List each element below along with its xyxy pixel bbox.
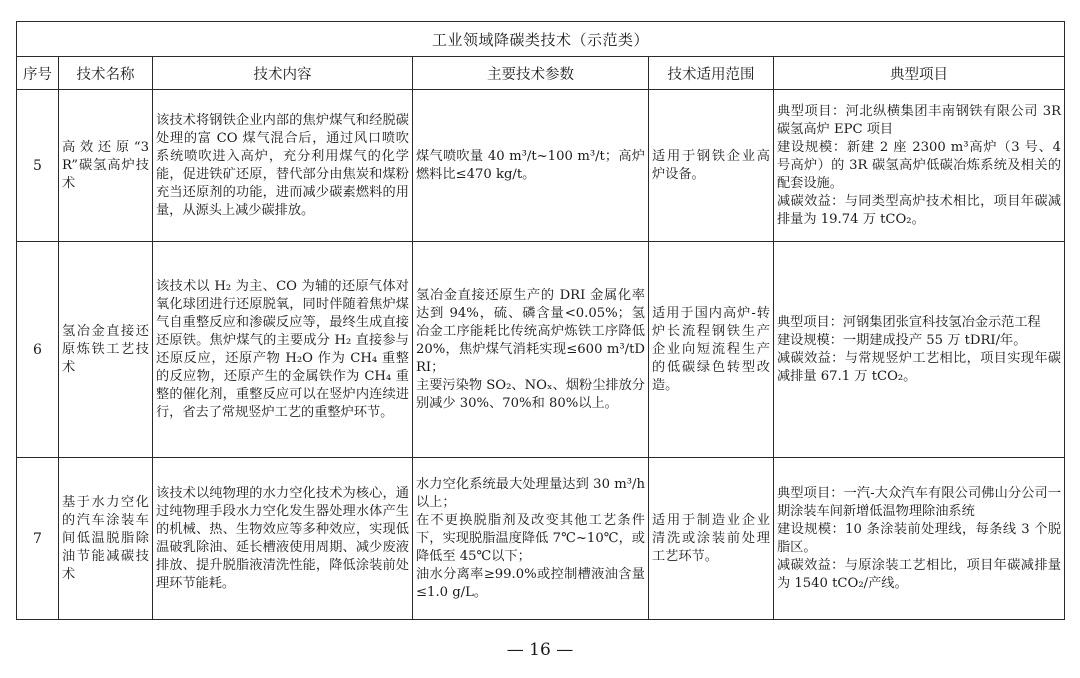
tech-params: 煤气喷吹量 40 m³/t~100 m³/t；高炉燃料比≤470 kg/t。 — [416, 149, 645, 182]
row-number: 5 — [17, 90, 59, 242]
header-seq: 序号 — [17, 57, 59, 90]
tech-name: 基于水力空化的汽车涂装车间低温脱脂除油节能减碳技术 — [62, 495, 149, 582]
row-number: 6 — [17, 242, 59, 458]
table-row — [17, 458, 1065, 620]
header-tech-content: 技术内容 — [153, 57, 413, 90]
header-typical-project: 典型项目 — [774, 57, 1065, 90]
tech-params: 氢冶金直接还原生产的 DRI 金属化率达到 94%，硫、磷含量<0.05%；氢冶金工序能耗比传统高炉炼铁工序降低 20%，焦炉煤气消耗实现≤600 m³/tDRI； 主要污染物 SO₂、NOₓ、烟粉尘排放分别减少 30%、70%和 80%以上。 — [416, 288, 645, 411]
technology-table — [16, 21, 1065, 620]
header-tech-name: 技术名称 — [59, 57, 153, 90]
table-row — [17, 242, 1065, 458]
typical-project: 典型项目：一汽-大众汽车有限公司佛山分公司一期涂装车间新增低温物理除油系统 建设规模：10 条涂装前处理线，每条线 3 个脱脂区。 减碳效益：与原涂装工艺相比，项目年碳减排量为 1540 tCO₂/产线。 — [777, 486, 1062, 591]
header-scope: 技术适用范围 — [649, 57, 774, 90]
row-number: 7 — [17, 458, 59, 620]
tech-content: 该技术以纯物理的水力空化技术为核心，通过纯物理手段水力空化发生器处理水体产生的机械、热、生物效应等多种效应，实现低温破乳除油、延长槽液使用周期、减少废液排放、提升脱脂液清洗性能，降低涂装前处理环节能耗。 — [156, 486, 409, 591]
tech-scope: 适用于钢铁企业高炉设备。 — [652, 149, 770, 182]
typical-project: 典型项目：河钢集团张宣科技氢冶金示范工程 建设规模：一期建成投产 55 万 tDRI/年。 减碳效益：与常规竖炉工艺相比，项目实现年碳减排量 67.1 万 tCO₂。 — [777, 315, 1062, 384]
tech-scope: 适用于制造业企业清洗或涂装前处理工艺环节。 — [652, 513, 770, 564]
tech-name: 高效还原“3R”碳氢高炉技术 — [62, 140, 149, 191]
tech-content: 该技术将钢铁企业内部的焦炉煤气和经脱碳处理的富 CO 煤气混合后，通过风口喷吹系统喷吹进入高炉，充分利用煤气的化学能，促进铁矿还原，替代部分由焦炭和煤粉充当还原剂的功能，进而减少碳素燃料的用量，从源头上减少碳排放。 — [156, 113, 409, 218]
tech-name: 氢冶金直接还原炼铁工艺技术 — [62, 324, 149, 375]
page-number: — 16 — — [506, 640, 574, 660]
table-header-row — [17, 57, 1065, 90]
tech-params: 水力空化系统最大处理量达到 30 m³/h以上； 在不更换脱脂剂及改变其他工艺条件下，实现脱脂温度降低 7℃~10℃，或降低至 45℃以下； 油水分离率≥99.0%或控制槽液油含量≤1.0 g/L。 — [416, 477, 645, 600]
table-row — [17, 90, 1065, 242]
table-title: 工业领域降碳类技术（示范类） — [17, 22, 1065, 57]
typical-project: 典型项目：河北纵横集团丰南钢铁有限公司 3R 碳氢高炉 EPC 项目 建设规模：新建 2 座 2300 m³高炉（3 号、4 号高炉）的 3R 碳氢高炉低碳冶炼系统及相关的配套设施。 减碳效益：与同类型高炉技术相比，项目年碳减排量为 19.74 万 tCO₂。 — [777, 104, 1062, 227]
tech-scope: 适用于国内高炉-转炉长流程钢铁生产企业向短流程生产的低碳绿色转型改造。 — [652, 306, 770, 393]
header-main-params: 主要技术参数 — [413, 57, 649, 90]
tech-content: 该技术以 H₂ 为主、CO 为辅的还原气体对氧化球团进行还原脱氧，同时伴随着焦炉煤气自重整反应和渗碳反应等，最终生成直接还原铁。焦炉煤气的主要成分 H₂ 直接参与还原反应，还原产物 H₂O 作为 CH₄ 重整的反应物，还原产生的金属铁作为 CH₄ 重整的催化剂，重整反应可以在竖炉内连续进行，省去了常规竖炉工艺的重整炉环节。 — [156, 279, 409, 420]
